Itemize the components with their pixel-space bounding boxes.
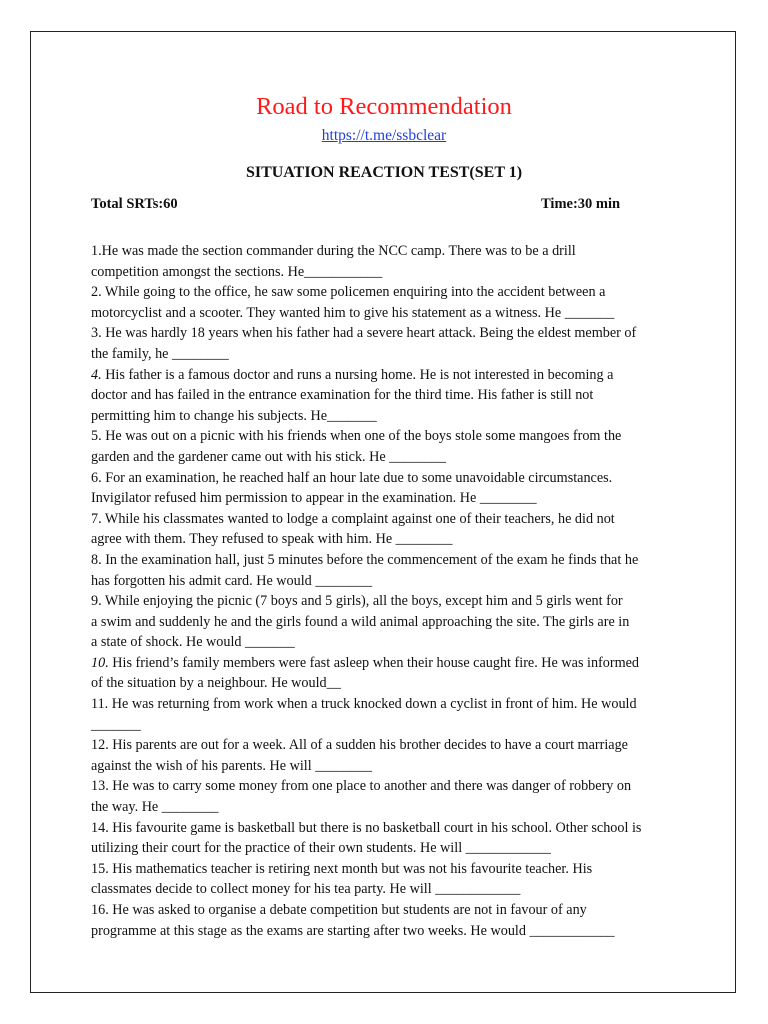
question-text: While going to the office, he saw some policemen enquiring into the accident between a (101, 284, 606, 301)
question-item (91, 509, 691, 550)
question-line (91, 241, 691, 262)
question-line (91, 776, 691, 797)
question-text: Invigilator refused him permission to appear in the examination. He ________ (91, 490, 537, 507)
question-text: _______ (91, 716, 141, 733)
question-line (91, 323, 691, 344)
question-text: permitting him to change his subjects. He_______ (91, 407, 377, 424)
question-text: utilizing their court for the practice of their own students. He will ____________ (91, 840, 551, 857)
question-text: a state of shock. He would _______ (91, 634, 295, 651)
question-number: 8. (91, 551, 102, 568)
question-item (91, 591, 691, 653)
question-line (91, 838, 691, 859)
question-text: He was made the section commander during the NCC camp. There was to be a drill (101, 243, 576, 259)
question-line (91, 612, 691, 633)
question-number: 3. (91, 325, 102, 342)
question-text: While enjoying the picnic (7 boys and 5 girls), all the boys, except him and 5 girls went for (101, 593, 623, 610)
question-line (91, 385, 691, 406)
question-text: He was asked to organise a debate competition but students are not in favour of any (108, 902, 587, 918)
question-number: 6. (91, 469, 102, 486)
question-line (91, 921, 691, 942)
question-item (91, 282, 691, 323)
question-number: 5. (91, 428, 102, 445)
question-text: His friend’s family members were fast asleep when their house caught fire. He was informed (108, 654, 640, 671)
question-line (91, 653, 691, 674)
question-text: garden and the gardener came out with his stick. He ________ (91, 448, 446, 465)
question-item (91, 241, 691, 282)
question-line (91, 365, 691, 386)
question-item (91, 776, 691, 817)
question-text: against the wish of his parents. He will ________ (91, 757, 372, 774)
telegram-link[interactable]: https://t.me/ssbclear (321, 127, 447, 144)
question-item (91, 426, 691, 467)
question-line (91, 673, 691, 694)
question-number: 7. (91, 510, 102, 527)
question-item (91, 818, 691, 859)
question-line (91, 632, 691, 653)
question-line (91, 282, 691, 303)
question-line (91, 303, 691, 324)
question-line (91, 735, 691, 756)
time-label: Time:30 min (541, 196, 621, 212)
question-line (91, 879, 691, 900)
question-item (91, 859, 691, 900)
question-number: 10. (91, 654, 109, 671)
question-item (91, 694, 691, 735)
question-text: His mathematics teacher is retiring next month but was not his favourite teacher. His (108, 860, 593, 877)
question-text: classmates decide to collect money for his tea party. He will ____________ (91, 881, 521, 898)
question-line (91, 797, 691, 818)
question-item (91, 735, 691, 776)
question-text: His parents are out for a week. All of a sudden his brother decides to have a court marriage (108, 737, 628, 754)
document-title: Road to Recommendation (256, 93, 512, 120)
question-text: His father is a famous doctor and runs a nursing home. He is not interested in becoming a (101, 366, 614, 383)
question-number: 9. (91, 593, 102, 610)
question-text: agree with them. They refused to speak with him. He ________ (91, 531, 453, 548)
question-number: 13. (91, 778, 109, 795)
question-line (91, 571, 691, 592)
question-list (91, 241, 691, 941)
question-number: 12. (91, 737, 109, 754)
question-text: He was hardly 18 years when his father had a severe heart attack. Being the eldest member of (101, 325, 637, 342)
question-line (91, 468, 691, 489)
question-item (91, 653, 691, 694)
question-line (91, 529, 691, 550)
question-item (91, 550, 691, 591)
question-text: the family, he ________ (91, 345, 229, 362)
question-line (91, 447, 691, 468)
question-line (91, 715, 691, 736)
total-srts-label: Total SRTs:60 (91, 196, 178, 212)
question-line (91, 756, 691, 777)
question-text: programme at this stage as the exams are starting after two weeks. He would ____________ (91, 922, 615, 939)
question-line (91, 859, 691, 880)
question-text: doctor and has failed in the entrance examination for the third time. His father is still not (91, 387, 594, 404)
question-text: has forgotten his admit card. He would ________ (91, 572, 373, 589)
question-number: 16. (91, 902, 109, 918)
question-text: of the situation by a neighbour. He would__ (91, 675, 341, 692)
question-line (91, 262, 691, 283)
question-item (91, 900, 691, 941)
question-text: For an examination, he reached half an hour late due to some unavoidable circumstances. (101, 469, 613, 486)
question-item (91, 323, 691, 364)
question-item (91, 468, 691, 509)
question-line (91, 509, 691, 530)
question-text: competition amongst the sections. He___________ (91, 263, 383, 280)
question-number: 2. (91, 284, 102, 301)
question-number: 15. (91, 860, 109, 877)
test-heading: SITUATION REACTION TEST(SET 1) (245, 164, 523, 181)
question-text: He was returning from work when a truck knocked down a cyclist in front of him. He would (108, 696, 637, 713)
question-number: 4. (91, 366, 102, 383)
question-line (91, 900, 691, 921)
question-text: He was to carry some money from one place to another and there was danger of robbery on (108, 778, 632, 795)
question-item (91, 365, 691, 427)
question-line (91, 426, 691, 447)
question-line (91, 488, 691, 509)
question-text: a swim and suddenly he and the girls found a wild animal approaching the site. The girls are in (91, 613, 630, 630)
question-number: 1. (91, 243, 102, 259)
question-text: In the examination hall, just 5 minutes before the commencement of the exam he finds that he (101, 551, 639, 568)
question-line (91, 818, 691, 839)
question-text: motorcyclist and a scooter. They wanted him to give his statement as a witness. He _______ (91, 304, 615, 321)
question-text: His favourite game is basketball but there is no basketball court in his school. Other school is (108, 819, 642, 836)
question-number: 11. (91, 696, 109, 713)
question-line (91, 591, 691, 612)
question-text: He was out on a picnic with his friends when one of the boys stole some mangoes from the (101, 428, 622, 445)
question-line (91, 406, 691, 427)
question-line (91, 694, 691, 715)
question-number: 14. (91, 819, 109, 836)
question-text: the way. He ________ (91, 799, 219, 816)
question-line (91, 550, 691, 571)
question-line (91, 344, 691, 365)
question-text: While his classmates wanted to lodge a complaint against one of their teachers, he did not (101, 510, 615, 527)
